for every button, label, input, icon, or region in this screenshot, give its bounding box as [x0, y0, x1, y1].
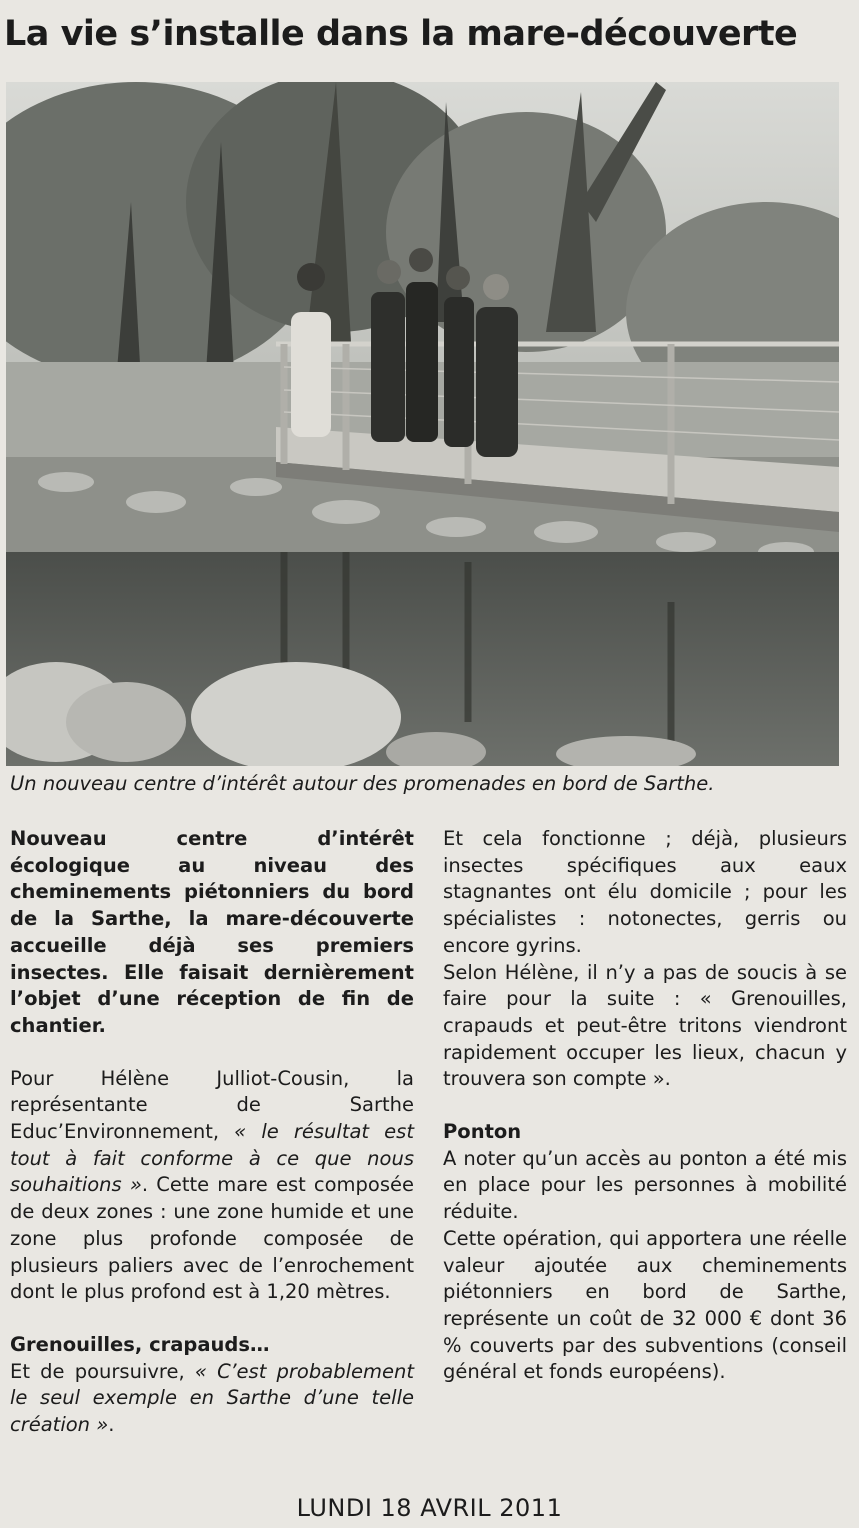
- article-paragraph: [10, 1066, 414, 1306]
- text: .: [108, 1413, 115, 1437]
- publication-date: LUNDI 18 AVRIL 2011: [296, 1494, 563, 1522]
- article-lede: Nouveau centre d’intérêt écologique au niveau des cheminements piétonniers du bord de la Sarthe, la mare-découverte accueille déjà ses premiers insectes. Elle faisait dernièrement l’objet d’une réception de fin de chantier.: [10, 827, 414, 1037]
- subheading: Ponton: [443, 1120, 522, 1144]
- article-column-left: [10, 826, 414, 1439]
- text: . Cette mare est composée de deux zones : une zone humide et une zone plus profonde composée de plusieurs paliers avec de l’enrochement dont le plus profond est à 1,20 mètres.: [10, 1173, 414, 1304]
- quote: « le résultat est tout à fait conforme à ce que nous souhaitions »: [10, 1120, 414, 1197]
- article-paragraph: A noter qu’un accès au ponton a été mis en place pour les personnes à mobilité réduite.: [443, 1146, 847, 1224]
- article-paragraph: Selon Hélène, il n’y a pas de soucis à se faire pour la suite : « Grenouilles, crapauds et peut-être tritons viendront rapidement occuper les lieux, chacun y trouvera son compte ».: [443, 960, 847, 1091]
- text: Pour Hélène Julliot-Cousin, la représentante de Sarthe Educ’Environnement,: [10, 1066, 414, 1144]
- article-paragraph: Cette opération, qui apportera une réelle valeur ajoutée aux cheminements piétonniers en bord de Sarthe, représente un coût de 32 000 € dont 36 % couverts par des subventions (conseil général et fonds européens).: [443, 1226, 847, 1384]
- article-column-right: [443, 826, 847, 1386]
- article-paragraph: [10, 1359, 414, 1439]
- photo-caption: Un nouveau centre d’intérêt autour des promenades en bord de Sarthe.: [10, 772, 715, 795]
- photo-illustration: [6, 82, 839, 766]
- article-photo: [6, 82, 839, 766]
- quote: « C’est probablement le seul exemple en Sarthe d’une telle création »: [10, 1359, 414, 1437]
- subheading: Grenouilles, crapauds…: [10, 1332, 270, 1356]
- article-paragraph: Et cela fonctionne ; déjà, plusieurs insectes spécifiques aux eaux stagnantes ont élu domicile ; pour les spécialistes : notonectes, gerris ou encore gyrins.: [443, 827, 847, 957]
- headline: La vie s’installe dans la mare-découverte: [4, 14, 798, 54]
- text: Et de poursuivre,: [10, 1359, 195, 1383]
